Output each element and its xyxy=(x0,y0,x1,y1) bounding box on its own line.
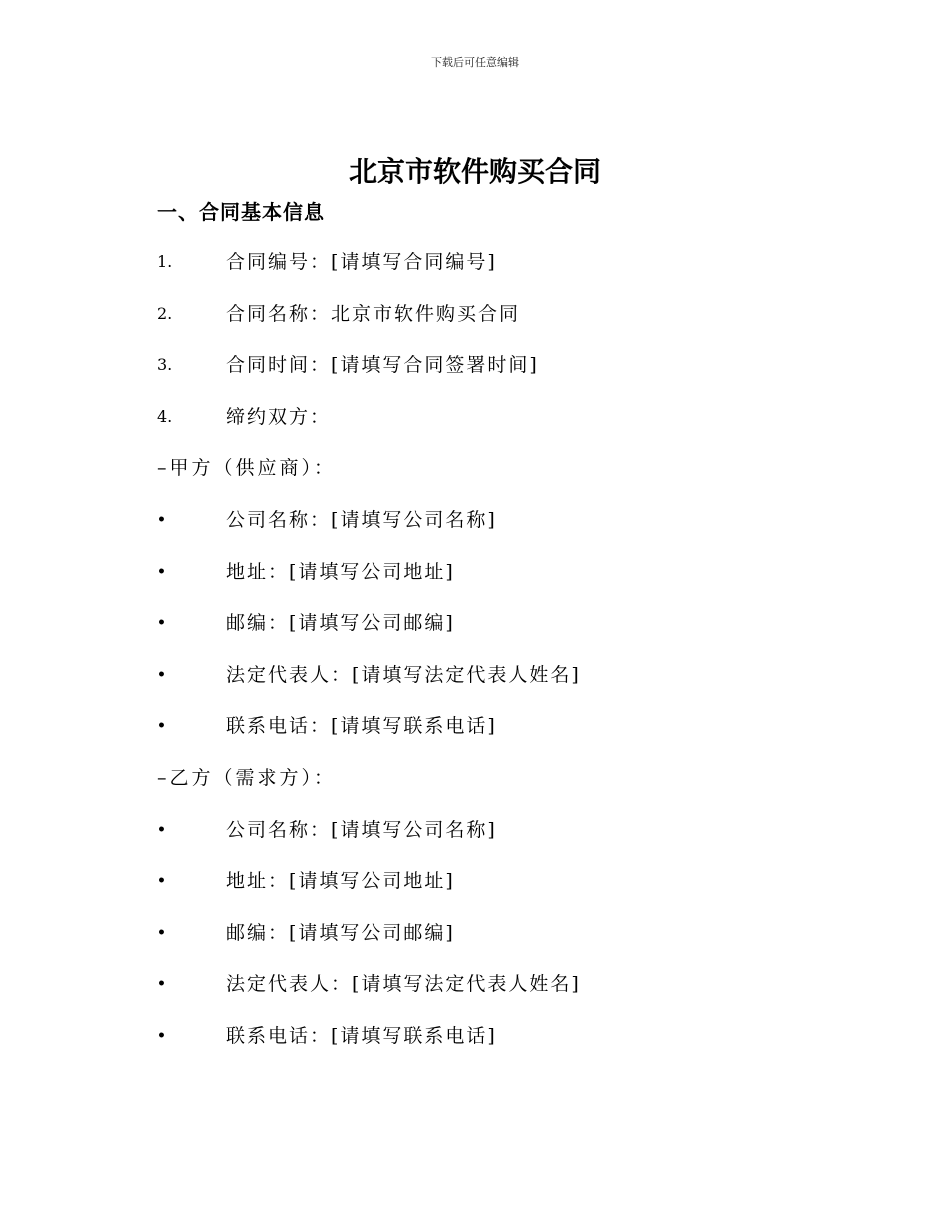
list-item-text: 法定代表人：[请填写法定代表人姓名] xyxy=(226,663,581,686)
bullet-icon: • xyxy=(157,924,166,941)
list-number: 3. xyxy=(157,355,173,375)
party-b-label: –乙方（需求方）： xyxy=(157,766,337,789)
list-item-parties xyxy=(157,399,857,451)
list-item-text: 合同编号：[请填写合同编号] xyxy=(226,251,497,273)
party-a-legal-representative xyxy=(157,657,857,709)
party-b-postcode xyxy=(157,915,857,967)
list-item-text: 邮编：[请填写公司邮编] xyxy=(226,612,455,635)
bullet-icon: • xyxy=(157,976,166,993)
section-heading: 一、合同基本信息 xyxy=(157,200,325,224)
bullet-icon: • xyxy=(157,563,166,580)
bullet-icon: • xyxy=(157,718,166,735)
party-a-phone xyxy=(157,708,857,760)
list-item-text: 邮编：[请填写公司邮编] xyxy=(226,921,455,944)
bullet-icon: • xyxy=(157,821,166,838)
party-b-heading xyxy=(157,760,857,812)
list-item-text: 地址：[请填写公司地址] xyxy=(226,870,455,893)
bullet-icon: • xyxy=(157,615,166,632)
list-item-text: 法定代表人：[请填写法定代表人姓名] xyxy=(226,973,581,996)
party-a-heading xyxy=(157,450,857,502)
list-number: 4. xyxy=(157,406,173,426)
bullet-icon: • xyxy=(157,666,166,683)
contract-info-list xyxy=(157,244,857,1070)
list-item-text: 缔约双方： xyxy=(226,405,332,428)
party-a-label: –甲方（供应商）： xyxy=(157,457,337,480)
party-a-postcode xyxy=(157,605,857,657)
party-b-address xyxy=(157,863,857,915)
party-a-address xyxy=(157,554,857,606)
list-item-text: 合同名称：北京市软件购买合同 xyxy=(226,302,521,325)
party-b-phone xyxy=(157,1018,857,1070)
list-item-text: 联系电话：[请填写联系电话] xyxy=(226,1024,497,1047)
party-b-legal-representative xyxy=(157,966,857,1018)
bullet-icon: • xyxy=(157,511,166,528)
page-header-note: 下载后可任意编辑 xyxy=(431,56,519,69)
list-item-text: 公司名称：[请填写公司名称] xyxy=(226,818,497,841)
bullet-icon: • xyxy=(157,1027,166,1044)
list-item-contract-time xyxy=(157,347,857,399)
list-item-contract-name xyxy=(157,296,857,348)
list-item-text: 公司名称：[请填写公司名称] xyxy=(226,508,497,531)
list-item-contract-number xyxy=(157,244,857,296)
list-number: 2. xyxy=(157,303,173,323)
list-number: 1. xyxy=(157,252,173,271)
list-item-text: 联系电话：[请填写联系电话] xyxy=(226,715,497,738)
party-b-company-name xyxy=(157,812,857,864)
list-item-text: 地址：[请填写公司地址] xyxy=(226,560,455,583)
document-title: 北京市软件购买合同 xyxy=(348,155,601,188)
list-item-text: 合同时间：[请填写合同签署时间] xyxy=(226,354,539,377)
bullet-icon: • xyxy=(157,873,166,890)
party-a-company-name xyxy=(157,502,857,554)
